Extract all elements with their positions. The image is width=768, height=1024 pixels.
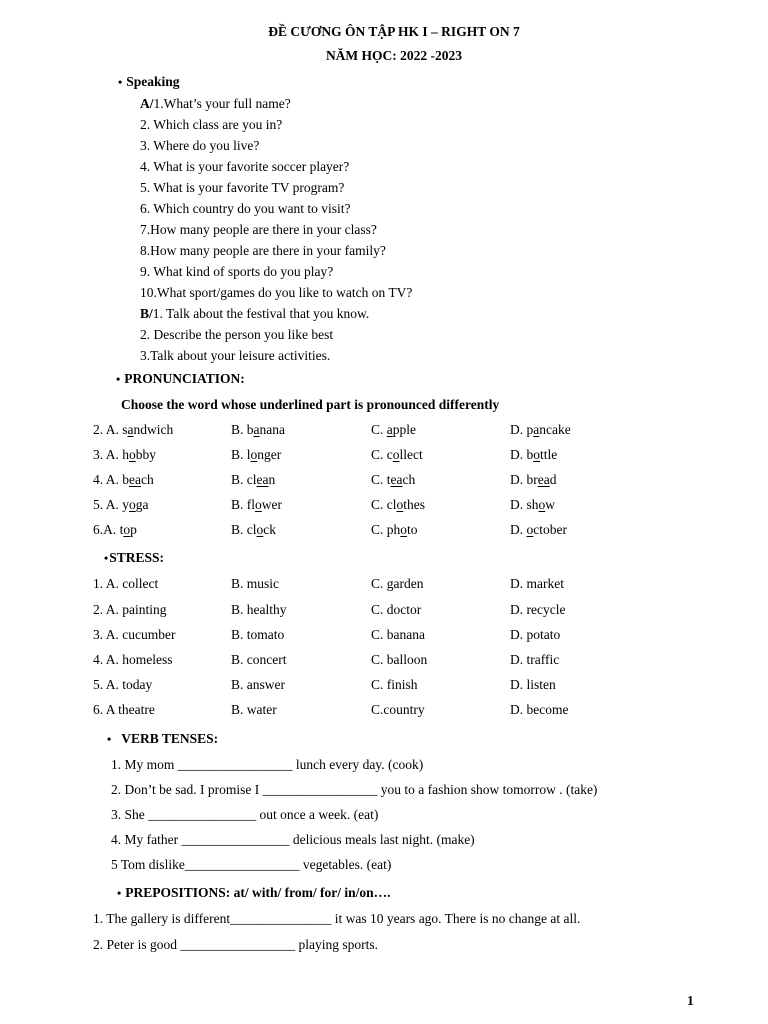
speaking-question: 8.How many people are there in your family? xyxy=(140,243,386,258)
verb-tense-item: 1. My mom _________________ lunch every day. (cook) xyxy=(111,757,424,772)
page-number: 1 xyxy=(687,993,694,1008)
stress-option: 6. A theatre xyxy=(93,702,155,717)
bullet-icon: • xyxy=(107,732,112,746)
underlined-sound: a xyxy=(533,422,540,437)
verb-tense-item: 2. Don’t be sad. I promise I _________________ you to a fashion show tomorrow . (take) xyxy=(111,782,598,797)
pronunciation-option: B. clock xyxy=(231,522,276,537)
stress-option: 1. A. collect xyxy=(93,576,159,591)
verb-tense-item: 4. My father ________________ delicious meals last night. (make) xyxy=(111,832,475,847)
underlined-sound: o xyxy=(396,497,404,512)
stress-option: 3. A. cucumber xyxy=(93,627,176,642)
speaking-question: 9. What kind of sports do you play? xyxy=(140,264,334,279)
stress-option: D. recycle xyxy=(510,602,566,617)
pronunciation-option: C. collect xyxy=(371,447,423,462)
verb-tenses-heading: • VERB TENSES: xyxy=(107,731,219,746)
stress-option: B. water xyxy=(231,702,277,717)
bullet-icon: • xyxy=(104,551,109,565)
verb-tense-item: 5 Tom dislike_________________ vegetables. (eat) xyxy=(111,857,392,872)
pronunciation-option: D. show xyxy=(510,497,556,512)
speaking-question: 6. Which country do you want to visit? xyxy=(140,201,351,216)
pronunciation-option: 3. A. hobby xyxy=(93,447,157,462)
underlined-sound: o xyxy=(256,522,264,537)
pronunciation-option: D. bottle xyxy=(510,447,558,462)
underlined-sound: ea xyxy=(537,472,550,487)
bullet-icon: • xyxy=(117,886,122,900)
pronunciation-option: D. pancake xyxy=(510,422,571,437)
speaking-topic: B/1. Talk about the festival that you know. xyxy=(140,306,370,321)
stress-option: D. potato xyxy=(510,627,561,642)
pronunciation-option: C. clothes xyxy=(371,497,425,512)
speaking-question: 10.What sport/games do you like to watch on TV? xyxy=(140,285,413,300)
stress-row xyxy=(0,626,768,644)
underlined-sound: o xyxy=(129,447,136,462)
stress-option: C. banana xyxy=(371,627,425,642)
pronunciation-option: C. photo xyxy=(371,522,418,537)
pronunciation-row xyxy=(0,521,768,539)
stress-row xyxy=(0,651,768,669)
underlined-sound: ea xyxy=(256,472,269,487)
pronunciation-option: 5. A. yoga xyxy=(93,497,149,512)
underlined-sound: ea xyxy=(390,472,403,487)
underlined-sound: ea xyxy=(129,472,141,487)
underlined-sound: a xyxy=(386,422,393,437)
stress-option: B. answer xyxy=(231,677,285,692)
section-a-marker: A/ xyxy=(140,96,154,111)
speaking-question: 4. What is your favorite soccer player? xyxy=(140,159,350,174)
speaking-question: 3. Where do you live? xyxy=(140,138,260,153)
pronunciation-heading: • PRONUNCIATION: xyxy=(116,371,245,386)
bullet-icon: • xyxy=(118,75,123,89)
stress-option: C. doctor xyxy=(371,602,422,617)
pronunciation-instruction: Choose the word whose underlined part is pronounced differently xyxy=(121,397,500,412)
pronunciation-row xyxy=(0,446,768,464)
verb-tense-item: 3. She ________________ out once a week. (eat) xyxy=(111,807,379,822)
pronunciation-option: C. teach xyxy=(371,472,416,487)
underlined-sound: o xyxy=(526,522,534,537)
underlined-sound: o xyxy=(255,497,262,512)
pronunciation-option: D. october xyxy=(510,522,567,537)
preposition-item: 1. The gallery is different_______________ it was 10 years ago. There is no change at all. xyxy=(93,911,581,926)
pronunciation-option: 4. A. beach xyxy=(93,472,154,487)
page-title: ĐỀ CƯƠNG ÔN TẬP HK I – RIGHT ON 7 xyxy=(268,24,520,39)
speaking-topic: 3.Talk about your leisure activities. xyxy=(140,348,331,363)
stress-option: D. listen xyxy=(510,677,556,692)
prepositions-heading: • PREPOSITIONS: at/ with/ from/ for/ in/on…. xyxy=(117,885,391,900)
stress-option: B. healthy xyxy=(231,602,287,617)
pronunciation-option: 2. A. sandwich xyxy=(93,422,174,437)
stress-option: B. music xyxy=(231,576,280,591)
pronunciation-option: B. clean xyxy=(231,472,276,487)
speaking-question: A/1.What’s your full name? xyxy=(140,96,291,111)
pronunciation-option: B. flower xyxy=(231,497,283,512)
section-b-marker: B/ xyxy=(140,306,153,321)
pronunciation-option: 6.A. top xyxy=(93,522,137,537)
stress-option: C. finish xyxy=(371,677,418,692)
pronunciation-option: B. banana xyxy=(231,422,285,437)
bullet-icon: • xyxy=(116,372,121,386)
speaking-question: 7.How many people are there in your class? xyxy=(140,222,377,237)
underlined-sound: a xyxy=(253,422,260,437)
pronunciation-row xyxy=(0,496,768,514)
pronunciation-row xyxy=(0,471,768,489)
underlined-sound: a xyxy=(127,422,134,437)
stress-option: 4. A. homeless xyxy=(93,652,173,667)
stress-option: C. garden xyxy=(371,576,424,591)
speaking-topic: 2. Describe the person you like best xyxy=(140,327,334,342)
underlined-sound: o xyxy=(123,522,131,537)
stress-option: D. market xyxy=(510,576,564,591)
stress-option: B. tomato xyxy=(231,627,285,642)
underlined-sound: o xyxy=(392,447,400,462)
stress-option: 5. A. today xyxy=(93,677,153,692)
speaking-question: 5. What is your favorite TV program? xyxy=(140,180,345,195)
stress-row xyxy=(0,701,768,719)
stress-row xyxy=(0,601,768,619)
pronunciation-row xyxy=(0,421,768,439)
underlined-sound: o xyxy=(400,522,408,537)
pronunciation-option: C. apple xyxy=(371,422,417,437)
speaking-question: 2. Which class are you in? xyxy=(140,117,283,132)
stress-option: C. balloon xyxy=(371,652,428,667)
stress-option: 2. A. painting xyxy=(93,602,167,617)
stress-heading: •STRESS: xyxy=(104,550,164,565)
stress-row xyxy=(0,676,768,694)
preposition-item: 2. Peter is good _________________ playing sports. xyxy=(93,937,378,952)
underlined-sound: o xyxy=(250,447,258,462)
underlined-sound: o xyxy=(538,497,546,512)
pronunciation-option: D. bread xyxy=(510,472,557,487)
stress-option: C.country xyxy=(371,702,425,717)
pronunciation-option: B. longer xyxy=(231,447,282,462)
underlined-sound: o xyxy=(129,497,136,512)
stress-option: D. traffic xyxy=(510,652,560,667)
school-year: NĂM HỌC: 2022 -2023 xyxy=(325,48,463,63)
stress-option: B. concert xyxy=(231,652,287,667)
stress-option: D. become xyxy=(510,702,569,717)
speaking-heading: • Speaking xyxy=(118,74,180,89)
stress-row xyxy=(0,575,768,593)
underlined-sound: o xyxy=(533,447,540,462)
